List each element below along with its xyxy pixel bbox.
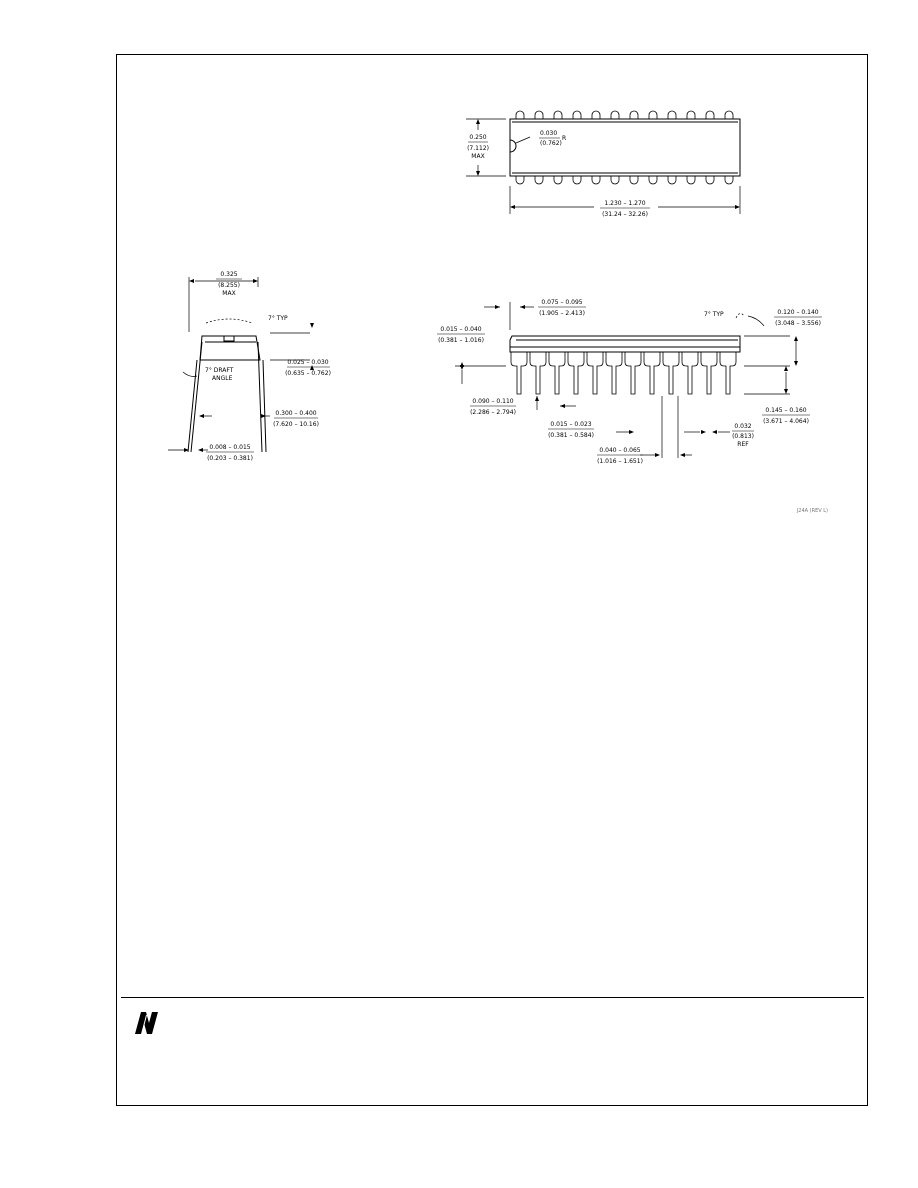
side-view-labels: [437, 299, 822, 465]
side-height-in: 0.120 – 0.140: [777, 309, 819, 316]
end-row-space-in: 0.300 – 0.400: [275, 410, 317, 417]
end-lead-thk-mm: (0.203 – 0.381): [207, 455, 253, 462]
footer-divider: [121, 997, 864, 998]
side-height-mm: (3.048 – 3.556): [775, 320, 821, 327]
end-width-note: MAX: [222, 290, 236, 297]
end-view-outline: [188, 336, 266, 452]
top-view-dimension-lines: [466, 119, 740, 214]
top-width-note: MAX: [471, 153, 485, 160]
side-shoulder-in: 0.075 – 0.095: [541, 299, 583, 306]
top-width-mm: (7.112): [467, 145, 489, 152]
end-width-mm: (8.255): [218, 282, 240, 289]
side-ref-in: 0.032: [734, 423, 752, 430]
top-view-outline: [510, 119, 740, 176]
side-shoulder-w-mm: (1.016 – 1.651): [597, 458, 643, 465]
top-notch-suffix: R: [562, 135, 567, 142]
side-lead-w-in: 0.015 – 0.023: [550, 421, 592, 428]
side-seat-in: 0.015 – 0.040: [440, 326, 482, 333]
side-ref-note: REF: [737, 441, 749, 448]
side-lead-len-in: 0.145 – 0.160: [765, 407, 807, 414]
end-standoff-in: 0.025 – 0.030: [287, 359, 329, 366]
top-length-in: 1.230 – 1.270: [604, 200, 646, 207]
side-lead-len-mm: (3.671 – 4.064): [763, 418, 809, 425]
end-lead-thk-in: 0.008 – 0.015: [209, 444, 251, 451]
end-row-space-mm: (7.620 – 10.16): [273, 421, 319, 428]
side-lead-w-mm: (0.381 – 0.584): [548, 432, 594, 439]
side-shoulder-mm: (1.905 – 2.413): [539, 310, 585, 317]
end-width-in: 0.325: [220, 271, 238, 278]
side-angle-typ: 7° TYP: [704, 311, 724, 318]
side-view-pins: [511, 352, 736, 394]
side-pitch-mm: (2.286 – 2.794): [470, 409, 516, 416]
end-top-angle: 7° TYP: [268, 315, 288, 322]
side-view-outline: [510, 336, 740, 352]
end-standoff-mm: (0.635 – 0.762): [285, 370, 331, 377]
top-notch-mm: (0.762): [540, 140, 562, 147]
end-draft-label: 7° DRAFT: [205, 367, 234, 374]
side-ref-mm: (0.813): [732, 433, 754, 440]
side-seat-mm: (0.381 – 1.016): [438, 337, 484, 344]
company-logo-icon: [132, 1007, 162, 1037]
end-angle-label: ANGLE: [212, 375, 233, 382]
top-view-labels: [467, 130, 650, 218]
drawing-id: J24A (REV L): [796, 508, 828, 514]
top-notch-in: 0.030: [540, 130, 558, 137]
side-pitch-in: 0.090 – 0.110: [472, 398, 514, 405]
top-width-in: 0.250: [469, 134, 487, 141]
top-length-mm: (31.24 – 32.26): [602, 211, 648, 218]
side-shoulder-w-in: 0.040 – 0.065: [599, 447, 641, 454]
